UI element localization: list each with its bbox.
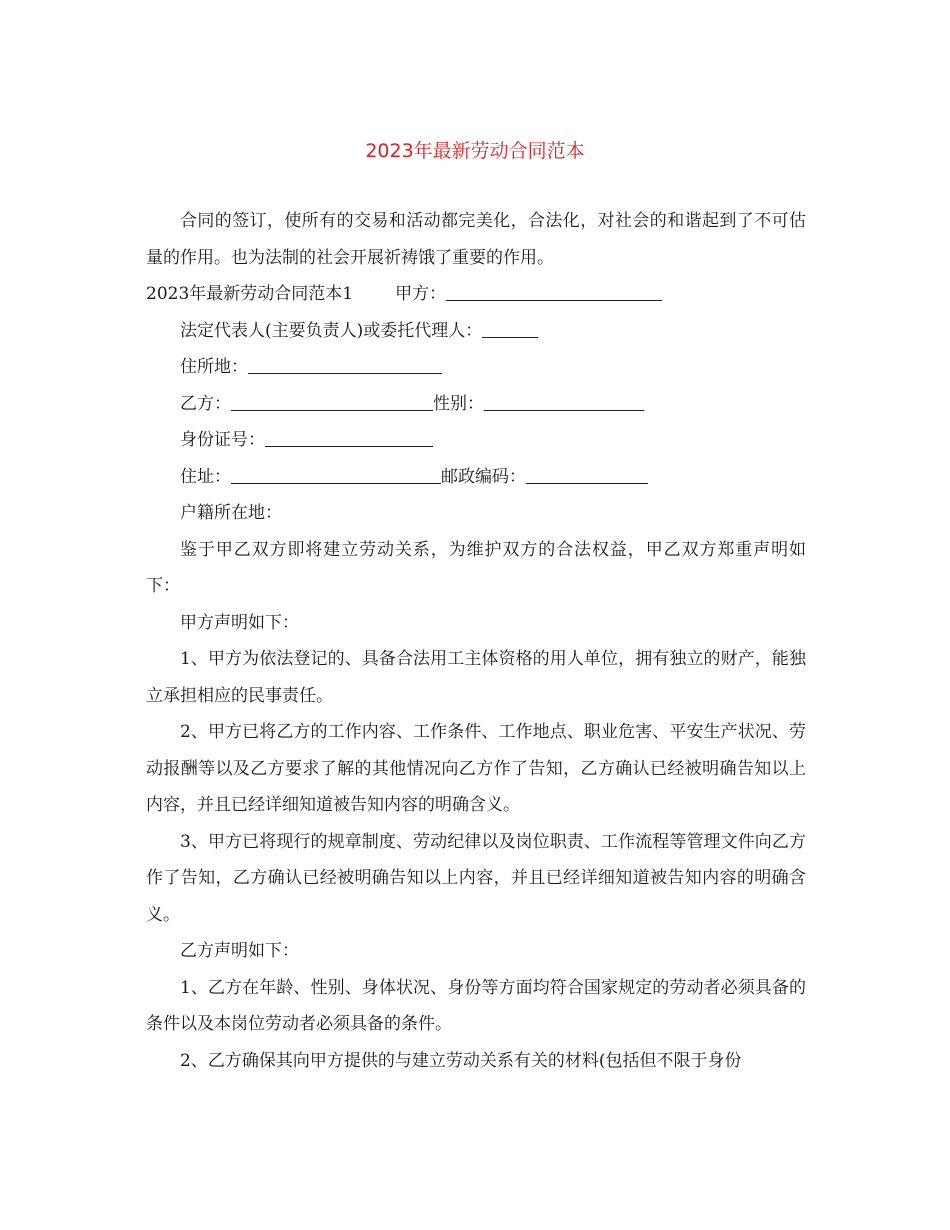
party-a-clause-1: 1、甲方为依法登记的、具备合法用工主体资格的用人单位，拥有独立的财产，能独立承担相应的民事责任。 (146, 649, 806, 706)
postcode-label: 邮政编码： (441, 466, 526, 487)
party-b-label: 乙方： (180, 393, 231, 414)
residence-line (146, 349, 806, 386)
postcode-blank (526, 482, 648, 484)
document-body (146, 203, 806, 1079)
party-a-clause-2: 2、甲方已将乙方的工作内容、工作条件、工作地点、职业危害、平安生产状况、劳动报酬等以及乙方要求了解的其他情况向乙方作了告知，乙方确认已经被明确告知以上内容，并且已经详细知道被告知内容的明确含义。 (146, 722, 806, 815)
id-label: 身份证号： (180, 430, 265, 450)
party-b-blank (231, 409, 433, 411)
address-blank (231, 482, 441, 484)
legal-rep-line (146, 313, 806, 350)
address-label: 住址： (180, 466, 231, 487)
id-blank (265, 445, 433, 447)
party-a-declaration-heading: 甲方声明如下： (180, 612, 299, 633)
contract-heading: 2023年最新劳动合同范本1 (146, 284, 354, 304)
residence-blank (248, 372, 442, 374)
hukou-line (146, 495, 806, 532)
hukou-label: 户籍所在地： (180, 503, 282, 523)
party-b-line (146, 386, 806, 423)
address-line (146, 459, 806, 496)
residence-label: 住所地： (180, 357, 248, 377)
party-a-clause-3: 3、甲方已将现行的规章制度、劳动纪律以及岗位职责、工作流程等管理文件向乙方作了告知，乙方确认已经被明确告知以上内容，并且已经详细知道被告知内容的明确含义。 (146, 831, 806, 925)
intro-paragraph: 合同的签订，使所有的交易和活动都完美化，合法化，对社会的和谐起到了不可估量的作用。也为法制的社会开展祈祷饿了重要的作用。 (146, 211, 806, 268)
party-b-clause-2: 2、乙方确保其向甲方提供的与建立劳动关系有关的材料(包括但不限于身份 (180, 1050, 742, 1071)
party-b-declaration-heading: 乙方声明如下： (180, 941, 299, 961)
party-b-clause-1: 1、乙方在年龄、性别、身体状况、身份等方面均符合国家规定的劳动者必须具备的条件以及本岗位劳动者必须具备的条件。 (146, 977, 806, 1034)
id-line (146, 422, 806, 459)
form-heading-line (146, 276, 806, 313)
legal-rep-blank (482, 336, 538, 338)
preamble-paragraph: 鉴于甲乙双方即将建立劳动关系，为维护双方的合法权益，甲乙双方郑重声明如下： (146, 539, 806, 596)
party-a-label: 甲方： (395, 284, 447, 304)
document-title: 2023年最新劳动合同范本 (365, 140, 585, 162)
party-a-blank (446, 299, 662, 301)
gender-blank (484, 409, 644, 411)
legal-rep-label: 法定代表人(主要负责人)或委托代理人： (180, 320, 483, 341)
gender-label: 性别： (433, 393, 484, 414)
